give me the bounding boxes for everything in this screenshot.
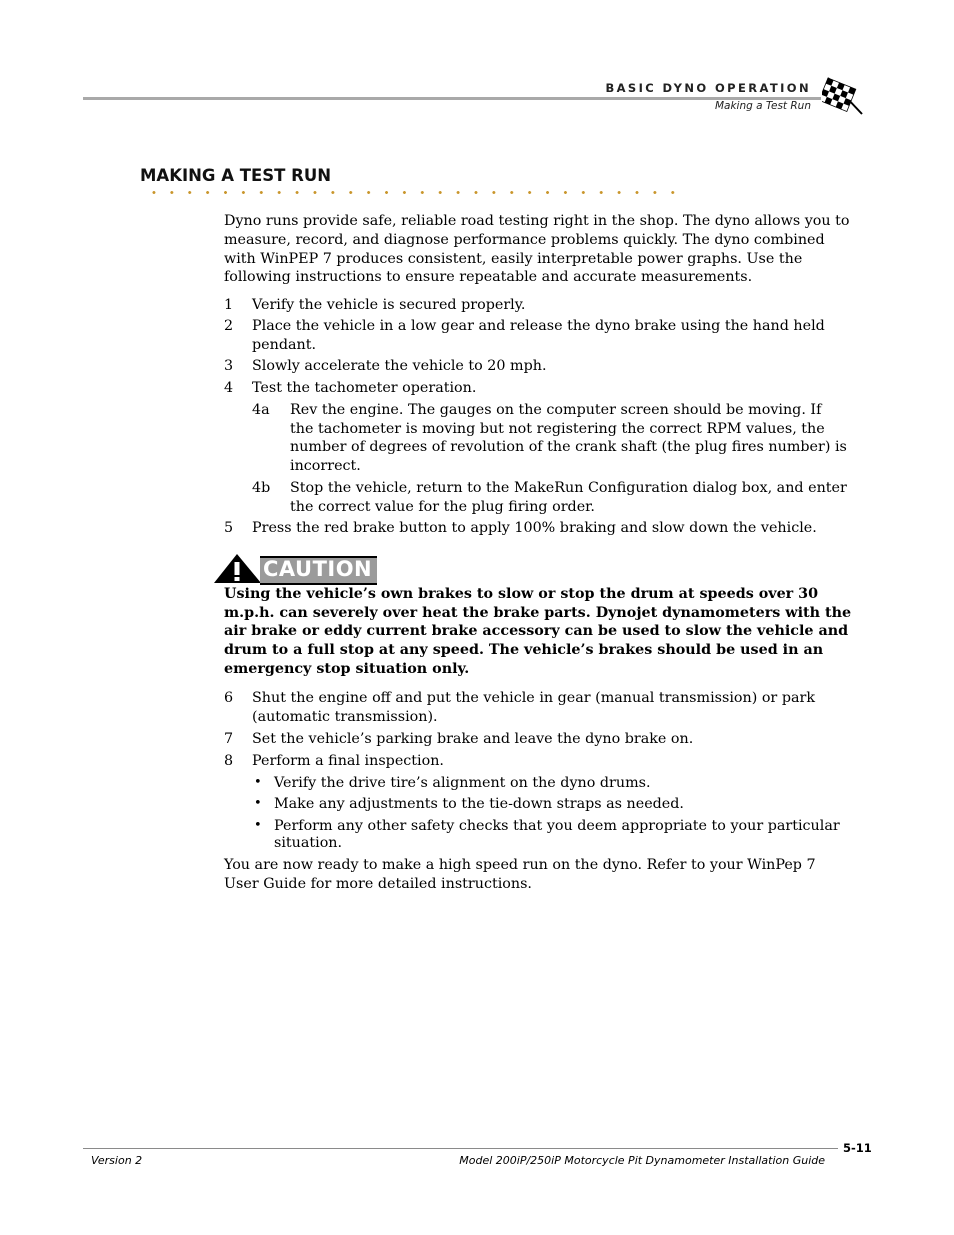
- page-title: MAKING A TEST RUN: [140, 166, 332, 185]
- caution-badge: [213, 553, 380, 585]
- bullet-text: situation.: [274, 835, 343, 851]
- step-text: Perform a final inspection.: [252, 753, 444, 769]
- substep-text: the correct value for the plug firing order.: [290, 499, 595, 515]
- section-subheading: Making a Test Run: [714, 100, 811, 112]
- intro-line: measure, record, and diagnose performance problems quickly. The dyno combined: [224, 232, 825, 248]
- step-number: 4: [224, 380, 234, 396]
- checkered-flag-icon: [822, 76, 866, 116]
- caution-line: air brake or eddy current brake accessory can be used to slow the vehicle and: [224, 623, 849, 639]
- step-text: Press the red brake button to apply 100% braking and slow down the vehicle.: [252, 520, 817, 536]
- step-text: pendant.: [252, 337, 316, 353]
- step-number: 7: [224, 731, 234, 747]
- caution-line: drum to a full stop at any speed. The vehicle’s brakes should be used in an: [224, 642, 824, 658]
- step-text: Slowly accelerate the vehicle to 20 mph.: [252, 358, 547, 374]
- step-text: Place the vehicle in a low gear and release the dyno brake using the hand held: [252, 318, 825, 334]
- step-number: 2: [224, 318, 234, 334]
- step-number: 5: [224, 520, 234, 536]
- step-number: 3: [224, 358, 234, 374]
- step-text: Shut the engine off and put the vehicle in gear (manual transmission) or park: [252, 690, 815, 706]
- substep-text: Rev the engine. The gauges on the computer screen should be moving. If: [290, 402, 822, 418]
- warning-icon: [213, 553, 265, 585]
- substep-text: the tachometer is moving but not registering the correct RPM values, the: [290, 421, 825, 437]
- step-number: 8: [224, 753, 234, 769]
- footer-doc-title: Model 200iP/250iP Motorcycle Pit Dynamometer Installation Guide: [459, 1154, 825, 1167]
- caution-label: CAUTION: [263, 557, 373, 581]
- step-text: Verify the vehicle is secured properly.: [252, 297, 526, 313]
- bullet-text: Perform any other safety checks that you deem appropriate to your particular: [274, 818, 840, 834]
- caution-line: m.p.h. can severely over heat the brake parts. Dynojet dynamometers with the: [224, 605, 852, 621]
- bullet-text: Make any adjustments to the tie-down straps as needed.: [274, 796, 684, 812]
- caution-line: Using the vehicle’s own brakes to slow or stop the drum at speeds over 30: [224, 586, 819, 602]
- bullet-text: Verify the drive tire’s alignment on the dyno drums.: [274, 775, 651, 791]
- step-text: (automatic transmission).: [252, 709, 438, 725]
- bullet-marker: •: [254, 796, 262, 811]
- intro-line: with WinPEP 7 produces consistent, easily interpretable power graphs. Use the: [224, 251, 803, 267]
- bullet-marker: •: [254, 775, 262, 790]
- substep-text: incorrect.: [290, 458, 361, 474]
- step-text: Test the tachometer operation.: [252, 380, 477, 396]
- substep-text: number of degrees of revolution of the crank shaft (the plug fires number) is: [290, 439, 847, 455]
- footer-version: Version 2: [91, 1154, 143, 1167]
- header-rule: [83, 97, 821, 100]
- closing-line: User Guide for more detailed instructions.: [224, 876, 532, 892]
- substep-number: 4b: [252, 480, 271, 496]
- footer-rule: [83, 1148, 838, 1149]
- intro-line: Dyno runs provide safe, reliable road testing right in the shop. The dyno allows you to: [224, 213, 850, 229]
- step-number: 1: [224, 297, 234, 313]
- bullet-marker: •: [254, 818, 262, 833]
- substep-text: Stop the vehicle, return to the MakeRun Configuration dialog box, and enter: [290, 480, 847, 496]
- chapter-heading: BASIC DYNO OPERATION: [605, 81, 811, 95]
- step-number: 6: [224, 690, 234, 706]
- caution-line: emergency stop situation only.: [224, 661, 470, 677]
- step-text: Set the vehicle’s parking brake and leave the dyno brake on.: [252, 731, 694, 747]
- dotted-divider: [145, 190, 686, 195]
- closing-line: You are now ready to make a high speed run on the dyno. Refer to your WinPep 7: [224, 857, 816, 873]
- page-number: 5-11: [843, 1141, 872, 1155]
- substep-number: 4a: [252, 402, 270, 418]
- intro-line: following instructions to ensure repeatable and accurate measurements.: [224, 269, 753, 285]
